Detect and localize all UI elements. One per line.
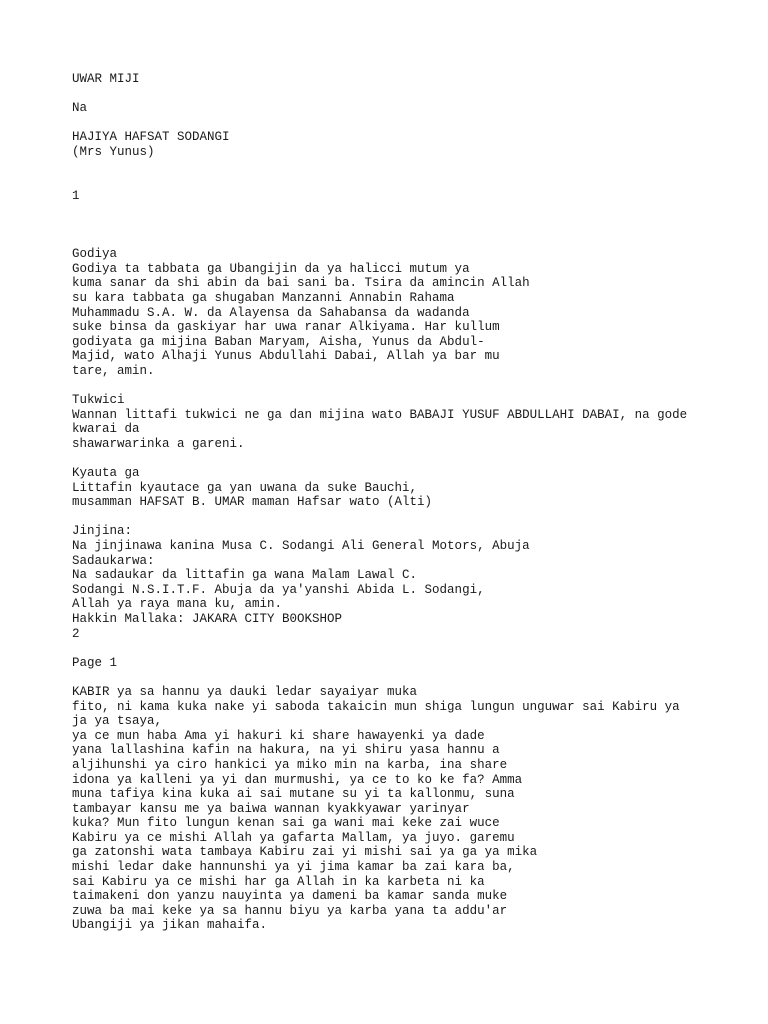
credits-block — [72, 524, 712, 641]
text-line: ja ya tsaya, — [72, 714, 163, 729]
tukwici-paragraph — [72, 408, 712, 452]
text-line: kwarai da — [72, 422, 140, 437]
text-line: KABIR ya sa hannu ya dauki ledar sayaiyar muka — [72, 684, 418, 699]
chapter-heading: Page 1 — [72, 655, 118, 670]
byline: Na — [72, 101, 88, 116]
text-line: fito, ni kama kuka nake yi saboda takaicin mun shiga lungun unguwar sai Kabiru ya — [72, 699, 680, 714]
text-line: Ubangiji ya jikan mahaifa. — [72, 918, 268, 933]
kyauta-paragraph — [72, 481, 712, 510]
text-line: Jinjina: — [72, 524, 133, 539]
text-line: kuka? Mun fito lungun kenan sai ga wani mai keke zai wuce — [72, 816, 500, 831]
text-line: 2 — [72, 626, 80, 641]
text-line: tambayar kansu me ya baiwa wannan kyakkyawar yarinyar — [72, 801, 470, 816]
text-line: idona ya kalleni ya yi dan murmushi, ya ce to ko ke fa? Amma — [72, 772, 523, 787]
text-line: suke binsa da gaskiyar har uwa ranar Alkiyama. Har kullum — [72, 320, 500, 335]
text-line: Hakkin Mallaka: JAKARA CITY B0OKSHOP — [72, 611, 343, 626]
text-line: muna tafiya kina kuka ai sai mutane su yi ta kallonmu, suna — [72, 787, 515, 802]
text-line: aljihunshi ya ciro hankici ya miko min na karba, ina share — [72, 757, 508, 772]
text-line: shawarwarinka a gareni. — [72, 436, 245, 451]
author-name: HAJIYA HAFSAT SODANGI — [72, 130, 230, 145]
author-alias: (Mrs Yunus) — [72, 144, 155, 159]
godiya-paragraph — [72, 262, 712, 379]
text-line: Kabiru ya ce mishi Allah ya gafarta Mallam, ya juyo. garemu — [72, 830, 515, 845]
text-line: sai Kabiru ya ce mishi har ga Allah in ka karbeta ni ka — [72, 874, 485, 889]
text-line: Muhammadu S.A. W. da Alayensa da Sahabansa da wadanda — [72, 305, 470, 320]
text-line: Sodangi N.S.I.T.F. Abuja da ya'yanshi Abida L. Sodangi, — [72, 582, 485, 597]
text-line: su kara tabbata ga shugaban Manzanni Annabin Rahama — [72, 290, 455, 305]
text-line: kuma sanar da shi abin da bai sani ba. Tsira da amincin Allah — [72, 276, 530, 291]
tukwici-heading: Tukwici — [72, 393, 125, 408]
text-line: musamman HAFSAT B. UMAR maman Hafsar wato (Alti) — [72, 495, 433, 510]
text-line: Wannan littafi tukwici ne ga dan mijina wato BABAJI YUSUF ABDULLAHI DABAI, na gode — [72, 407, 688, 422]
godiya-heading: Godiya — [72, 247, 118, 262]
text-line: yana lallashina kafin na hakura, na yi shiru yasa hannu a — [72, 743, 500, 758]
text-line: taimakeni don yanzu nauyinta ya dameni ba kamar sanda muke — [72, 889, 508, 904]
text-line: ga zatonshi wata tambaya Kabiru zai yi mishi sai ya ga ya mika — [72, 845, 538, 860]
text-line: godiyata ga mijina Baban Maryam, Aisha, Yunus da Abdul- — [72, 334, 485, 349]
text-line: tare, amin. — [72, 363, 155, 378]
text-line: Na jinjinawa kanina Musa C. Sodangi Ali General Motors, Abuja — [72, 539, 530, 553]
document-page — [72, 72, 712, 933]
text-line: Godiya ta tabbata ga Ubangijin da ya halicci mutum ya — [72, 261, 470, 276]
text-line: Sadaukarwa: — [72, 553, 155, 568]
text-line: Allah ya raya mana ku, amin. — [72, 597, 283, 612]
text-line: Na sadaukar da littafin ga wana Malam Lawal C. — [72, 568, 418, 583]
kyauta-heading: Kyauta ga — [72, 466, 140, 481]
chapter-paragraph — [72, 685, 712, 933]
text-line: Littafin kyautace ga yan uwana da suke Bauchi, — [72, 480, 418, 495]
text-line: mishi ledar dake hannunshi ya yi jima kamar ba zai kara ba, — [72, 860, 515, 875]
book-title: UWAR MIJI — [72, 72, 140, 86]
page-number: 1 — [72, 188, 80, 203]
text-line: zuwa ba mai keke ya sa hannu biyu ya karba yana ta addu'ar — [72, 903, 508, 918]
text-line: ya ce mun haba Ama yi hakuri ki share hawayenki ya dade — [72, 728, 485, 743]
text-line: Majid, wato Alhaji Yunus Abdullahi Dabai, Allah ya bar mu — [72, 349, 500, 364]
